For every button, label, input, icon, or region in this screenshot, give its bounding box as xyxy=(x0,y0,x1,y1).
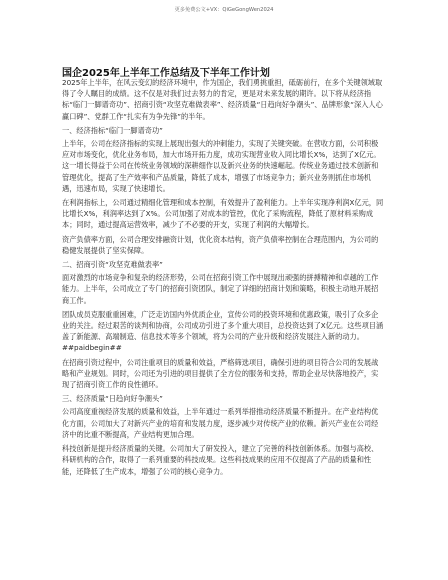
paragraph: 在招商引资过程中，公司注重项目的质量和效益，严格筛选项目，确保引进的项目符合公司的发展战略和产业规划。同时，公司还为引进的项目提供了全方位的服务和支持，帮助企业尽快落地投产，实现了招商引资工作的良性循环。 xyxy=(62,357,379,390)
section-heading-3: 三、经济质量“日趋向好争潮头” xyxy=(62,394,163,404)
paragraph: 资产负债率方面，公司合理安排融资计划，优化资本结构，资产负债率控制在合理范围内，为公司的稳健发展提供了坚实保障。 xyxy=(62,234,379,255)
paragraph: 在利润指标上，公司通过精细化管理和成本控制，有效提升了盈利能力。上半年实现净利润X亿元，同比增长X%，利润率达到了X%。公司加强了对成本的管控，优化了采购流程，降低了原材料采购成本；同时，通过提高运营效率，减少了不必要的开支，实现了利润的大幅增长。 xyxy=(62,198,384,230)
paragraph: 公司高度重视经济发展的质量和效益，上半年通过一系列举措推动经济质量不断提升。在产业结构优化方面，公司加大了对新兴产业的培育和发展力度，逐步减少对传统产业的依赖。新兴产业在公司经济中的比重不断提高，产业结构更加合理。 xyxy=(62,407,379,439)
section-heading-2: 二、招商引资“攻坚克难做表率” xyxy=(62,260,163,270)
page-header: 更多免费公文+VX：QiGeGongWen2024 xyxy=(174,7,274,13)
document-body xyxy=(62,77,385,480)
paragraph: 团队成员克服重重困难，广泛走访国内外优质企业，宣传公司的投资环境和优惠政策，吸引了众多企业的关注。经过艰苦的谈判和协商，公司成功引进了多个重大项目，总投资达到了X亿元。这些项目涵盖了新能源、高端制造、信息技术等多个领域，将为公司的产业升级和经济发展注入新的动力。##paidbegin## xyxy=(62,309,384,353)
section-heading-1: 一、经济指标“临门一脚谱奇功” xyxy=(62,125,163,135)
paragraph: 面对激烈的市场竞争和复杂的经济形势，公司在招商引资工作中展现出顽强的拼搏精神和卓越的工作能力。上半年，公司成立了专门的招商引资团队，制定了详细的招商计划和策略，积极主动地开展招商工作。 xyxy=(62,273,379,305)
intro-paragraph: 2025年上半年，在风云变幻的经济环境中，作为国企，我们勇挑重担，砥砺前行，在多个关键领域取得了令人瞩目的成绩。这不仅是对我们过去努力的肯定，更是对未来发展的期许。以下将从经济指标“临门一脚谱奇功”、招商引资“攻坚克难做表率”、经济质量“日趋向好争潮头”、品牌形象“深入人心赢口碑”、党群工作“扎实有为争先锋”的半年。 xyxy=(62,78,383,121)
document-title: 国企2025年上半年工作总结及下半年工作计划 xyxy=(62,68,270,79)
paragraph: 上半年，公司在经济指标的实现上展现出强大的冲刺能力，实现了关键突破。在营收方面，公司积极应对市场变化，优化业务布局，加大市场开拓力度，成功实现营业收入同比增长X%，达到了X亿元。这一增长得益于公司在传统业务领域的深耕细作以及新兴业务的快速崛起。传统业务通过技术创新和管理优化，提高了生产效率和产品质量，降低了成本，增强了市场竞争力；新兴业务则抓住市场机遇，迅速布局，实现了快速增长。 xyxy=(62,139,381,193)
paragraph: 科技创新是提升经济质量的关键。公司加大了研发投入，建立了完善的科技创新体系。加强与高校、科研机构的合作，取得了一系列重要的科技成果。这些科技成果的应用不仅提高了产品的质量和性能，还降低了生产成本，增强了公司的核心竞争力。 xyxy=(62,444,379,476)
